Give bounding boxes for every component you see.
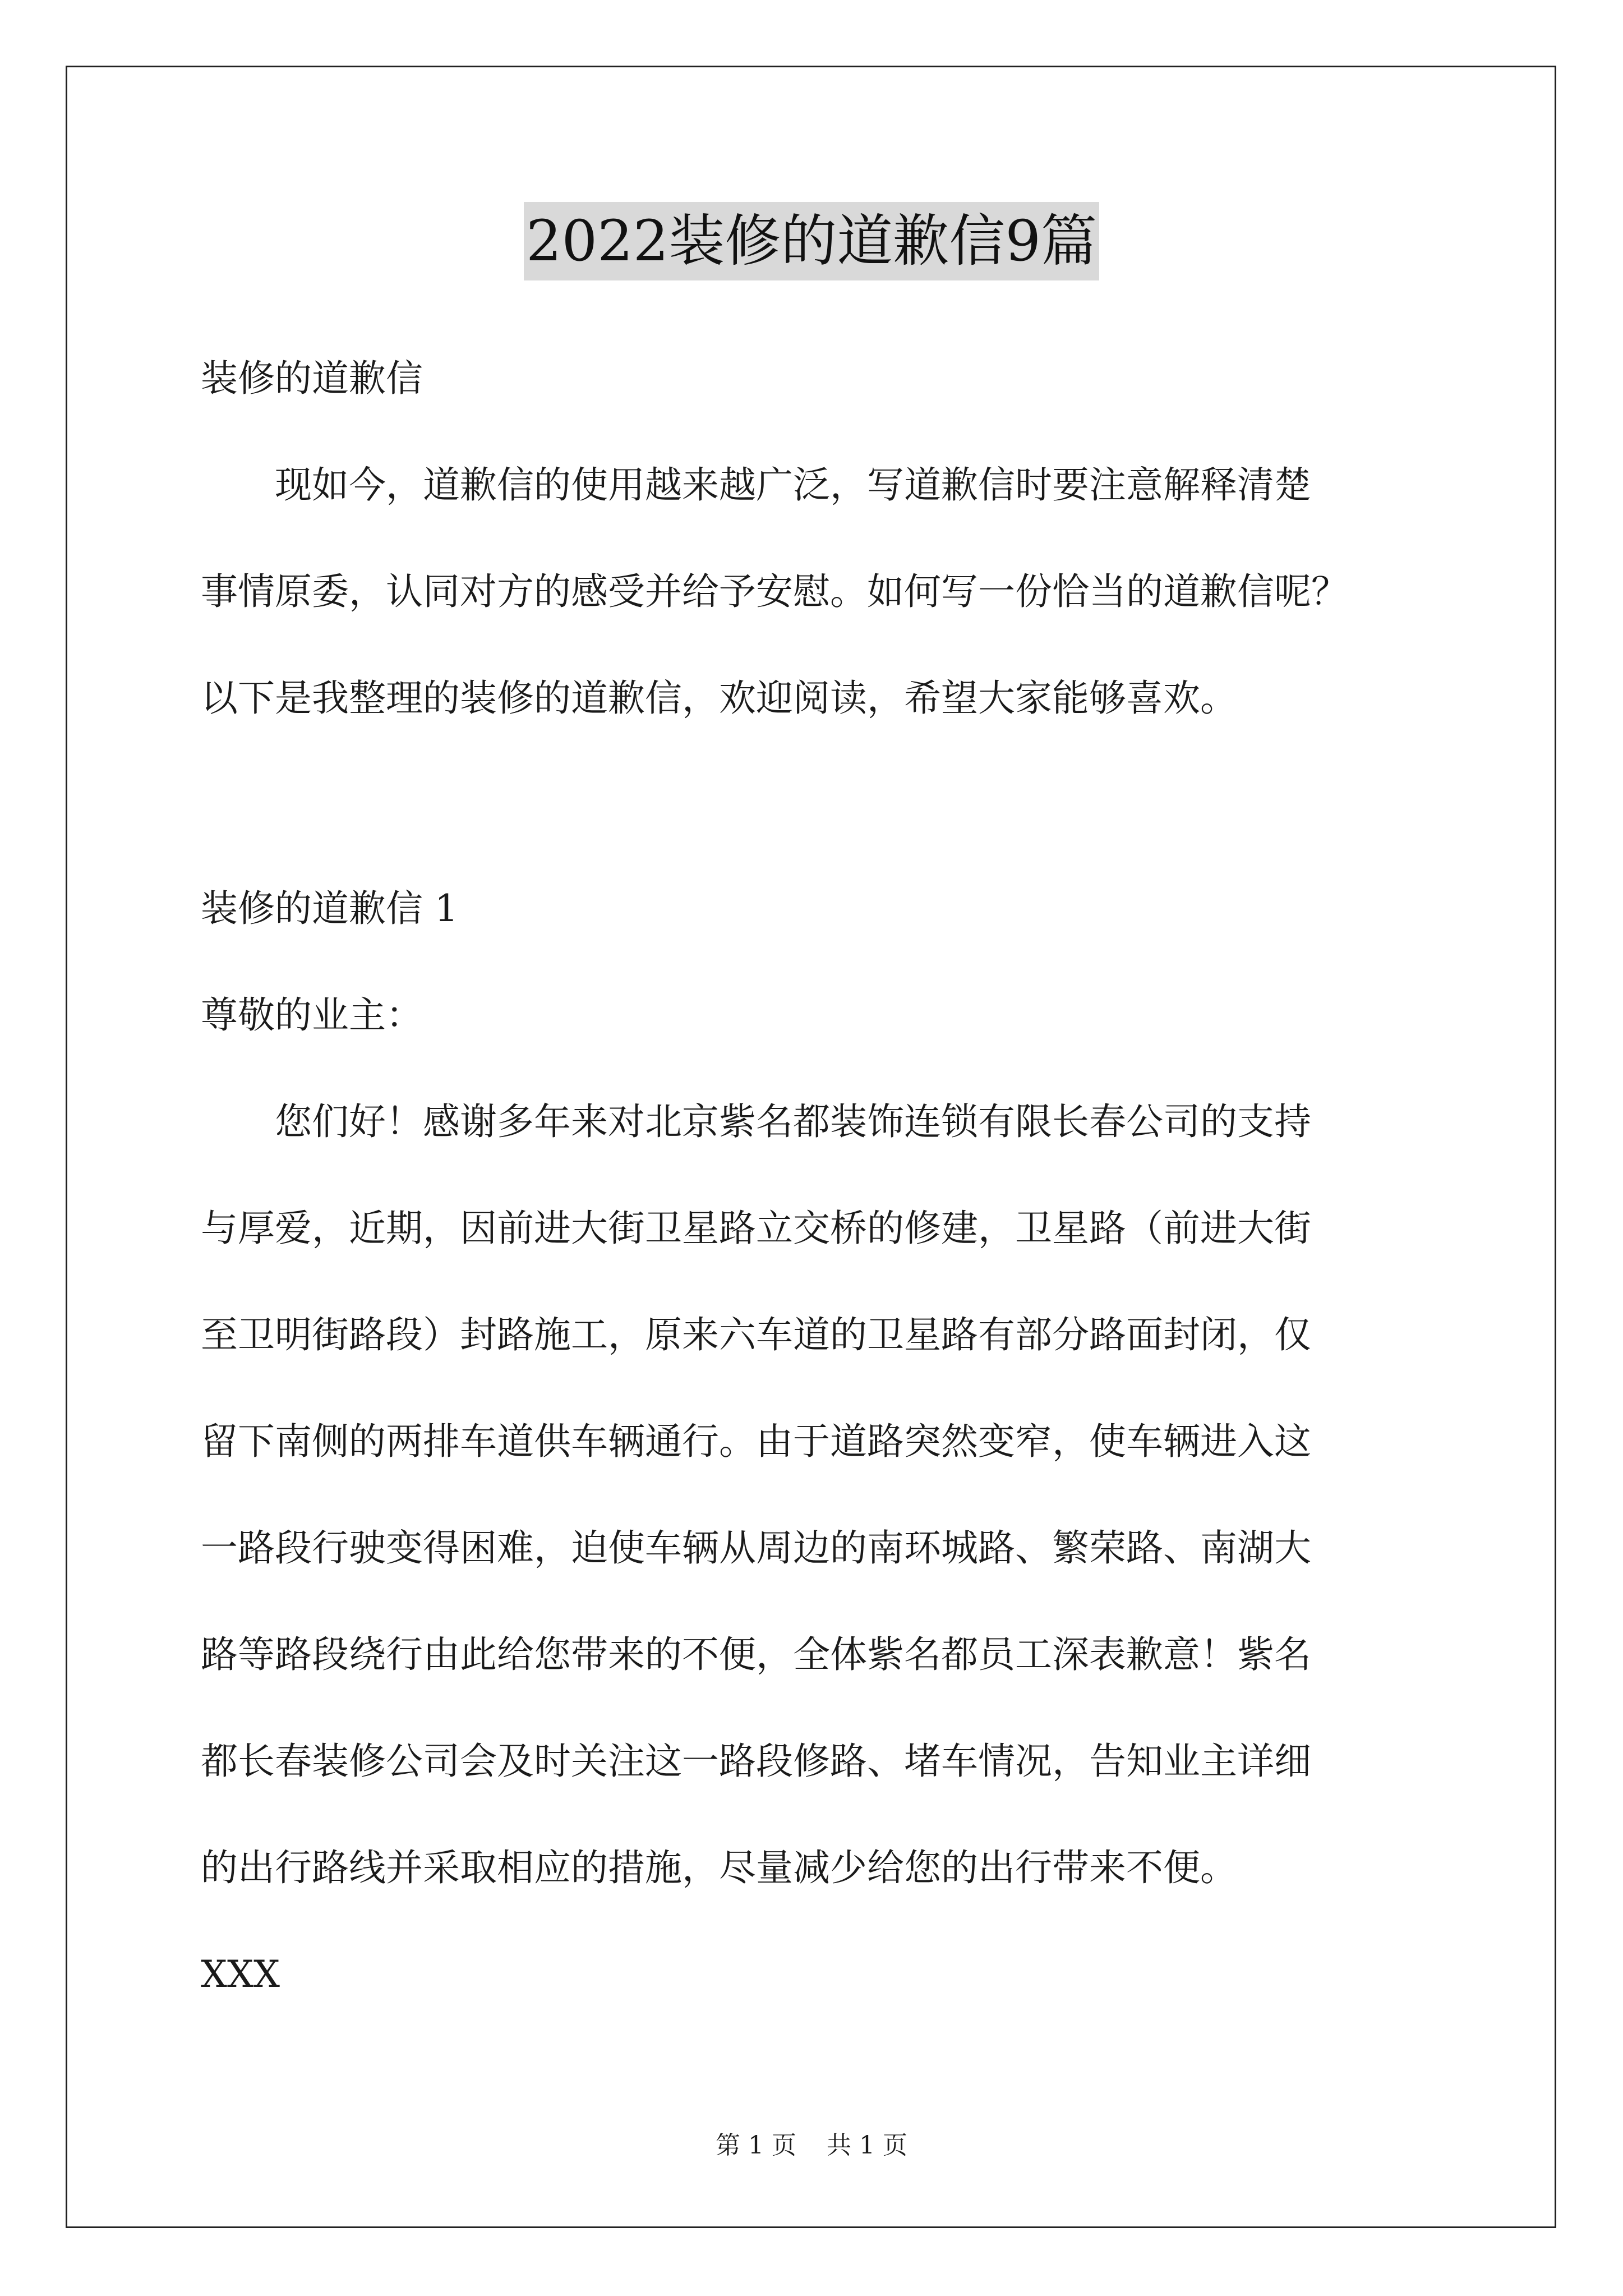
document-title: 2022装修的道歉信9篇 xyxy=(524,202,1099,280)
page-footer xyxy=(0,2129,1623,2162)
body-line-1: 您们好！感谢多年来对北京紫名都装饰连锁有限长春公司的支持 xyxy=(201,1100,1311,1143)
letter-signature: XXX xyxy=(201,1953,280,1996)
title-container xyxy=(0,202,1623,280)
body-line-8: 的出行路线并采取相应的措施，尽量减少给您的出行带来不便。 xyxy=(201,1846,1237,1889)
intro-line-1: 现如今，道歉信的使用越来越广泛，写道歉信时要注意解释清楚 xyxy=(201,463,1311,507)
body-line-4: 留下南侧的两排车道供车辆通行。由于道路突然变窄，使车辆进入这 xyxy=(201,1420,1311,1463)
body-line-3: 至卫明街路段）封路施工，原来六车道的卫星路有部分路面封闭，仅 xyxy=(201,1313,1311,1356)
section-heading: 装修的道歉信 xyxy=(201,357,423,400)
intro-line-2: 事情原委，认同对方的感受并给予安慰。如何写一份恰当的道歉信呢？ xyxy=(201,570,1348,613)
body-line-2: 与厚爱，近期，因前进大街卫星路立交桥的修建，卫星路（前进大街 xyxy=(201,1207,1311,1250)
body-line-5: 一路段行驶变得困难，迫使车辆从周边的南环城路、繁荣路、南湖大 xyxy=(201,1526,1311,1570)
letter-heading: 装修的道歉信 1 xyxy=(201,887,458,930)
body-line-6: 路等路段绕行由此给您带来的不便，全体紫名都员工深表歉意！紫名 xyxy=(201,1633,1311,1676)
letter-salutation: 尊敬的业主： xyxy=(201,993,423,1037)
intro-line-3: 以下是我整理的装修的道歉信，欢迎阅读，希望大家能够喜欢。 xyxy=(201,677,1237,720)
page-number: 第 1 页 xyxy=(716,2131,796,2160)
body-line-7: 都长春装修公司会及时关注这一路段修路、堵车情况，告知业主详细 xyxy=(201,1740,1311,1783)
page-total: 共 1 页 xyxy=(827,2131,907,2160)
